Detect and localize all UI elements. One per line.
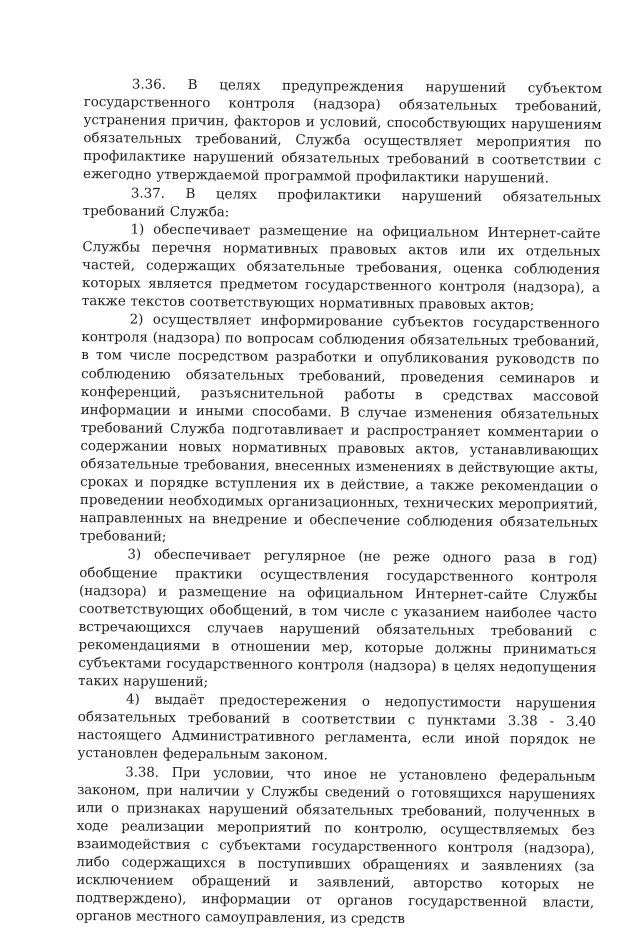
paragraph-3-37-item-4: 4) выдаёт предостережения о недопустимости нарушения обязательных требований в соответствии с пунктами 3.38 - 3.40 настоящего Административного регламента, если иной порядок не установлен федеральным законом. xyxy=(77,692,597,764)
document-page xyxy=(76,76,602,931)
paragraph-3-37-item-3: 3) обеспечивает регулярное (не реже одного раза в год) обобщение практики осуществления государственного контроля (надзора) и размещение на официальном Интернет-сайте Службы соответствующих обобщений, в том числе с указанием наиболее часто встречающихся случаев нарушений обязательных требований с рекомендациями в отношении мер, которые должны приниматься субъектами государственного контроля (надзора) в целях недопущения таких нарушений; xyxy=(78,547,598,691)
paragraph-3-37-item-1: 1) обеспечивает размещение на официальном Интернет-сайте Службы перечня нормативных правовых актов или их отдельных частей, содержащих обязательные требования, оценка соблюдения которых является предметом государственного контроля (надзора), а также текстов соответствующих нормативных правовых актов; xyxy=(81,222,601,314)
paragraph-3-37-item-2: 2) осуществляет информирование субъектов государственного контроля (надзора) по вопросам соблюдения обязательных требований, в том числе посредством разработки и опубликования руководств по соблюдению обязательных требований, проведения семинаров и конференций, разъяснительной работы в средствах массовой информации и иными способами. В случае изменения обязательных требований Служба подготавливает и распространяет комментарии о содержании новых нормативных правовых актов, устанавливающих обязательные требования, внесенных изменениях в действующие акты, сроках и порядке вступления их в действие, а также рекомендации о проведении необходимых организационных, технических мероприятий, направленных на внедрение и обеспечение соблюдения обязательных требований; xyxy=(79,312,600,546)
paragraph-3-38: 3.38. При условии, что иное не установлено федеральным законом, при наличии у Службы сведений о готовящихся нарушениях или о признаках нарушений обязательных требований, полученных в ходе реализации мероприятий по контролю, осуществляемых без взаимодействия с субъектами государственного контроля (надзора), либо содержащихся в поступивших обращениях и заявлениях (за исключением обращений и заявлений, авторство которых не подтверждено), информации от органов государственной власти, органов местного самоуправления, из средств xyxy=(75,764,596,928)
paragraph-3-37: 3.37. В целях профилактики нарушений обязательных требований Служба: xyxy=(82,186,601,221)
paragraph-3-36: 3.36. В целях предупреждения нарушений субъектом государственного контроля (надзора) обязательных требований, устранения причин, факторов и условий, способствующих нарушениям обязательных требований, Служба осуществляет мероприятия по профилактике нарушений обязательных требований в соответствии с ежегодно утверждаемой программой профилактики нарушений. xyxy=(82,77,602,187)
